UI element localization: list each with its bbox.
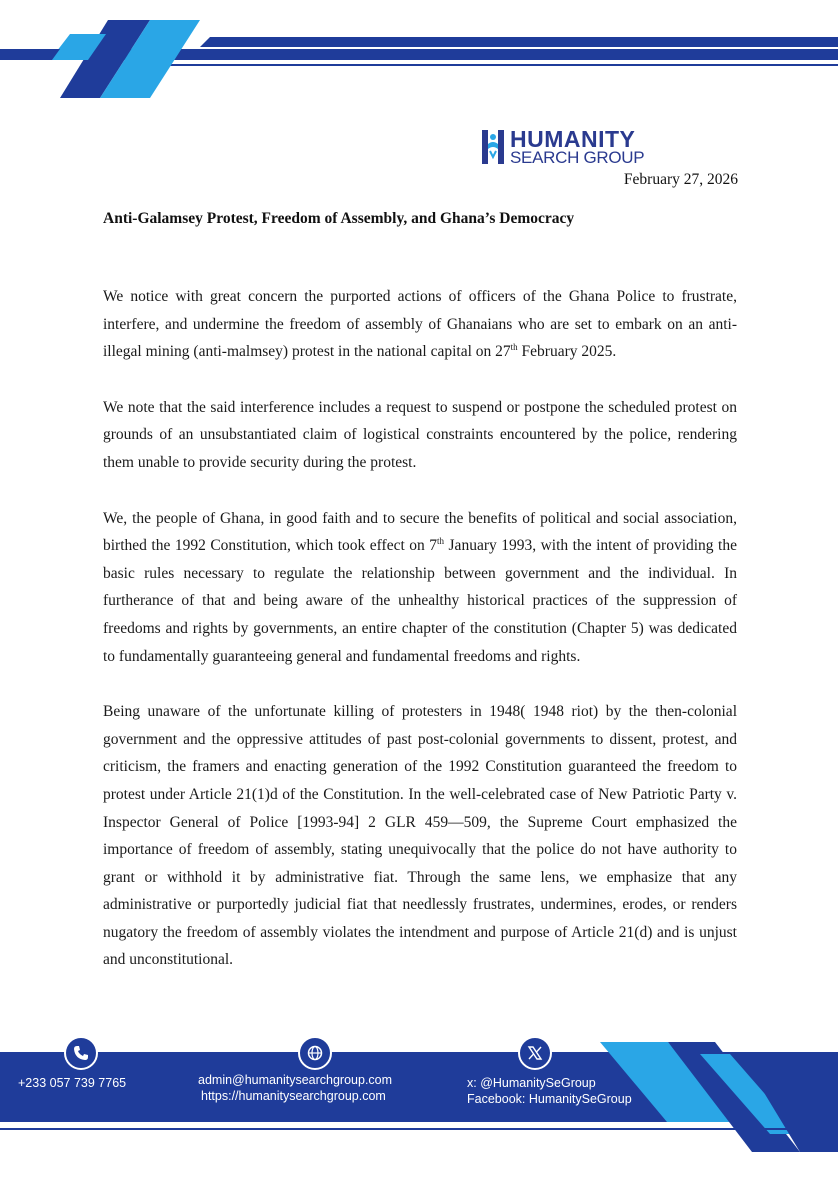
footer-website[interactable]: https://humanitysearchgroup.com (201, 1089, 386, 1103)
footer-facebook[interactable]: Facebook: HumanitySeGroup (467, 1092, 632, 1106)
paragraph-3-text-a: We, the people of Ghana, in good faith and to secure the benefits of political and social association, birthed the 1992 Constitution, which took effect on 7 (103, 509, 737, 555)
humanity-logo-mark-icon (482, 130, 504, 164)
logo-wordmark-line2: SEARCH GROUP (510, 148, 645, 167)
footer (0, 1034, 838, 1200)
letter-date: February 27, 2026 (623, 171, 738, 188)
paragraph-1-superscript: th (510, 342, 518, 353)
letter-body (103, 283, 737, 1002)
phone-icon[interactable] (64, 1036, 98, 1070)
footer-art (0, 1034, 838, 1200)
footer-bottom-stripe (0, 1128, 838, 1130)
footer-x-handle[interactable]: x: @HumanitySeGroup (467, 1076, 596, 1090)
header-banner (0, 0, 838, 110)
paragraph-1 (103, 283, 737, 366)
x-icon[interactable] (518, 1036, 552, 1070)
footer-phone[interactable]: +233 057 739 7765 (18, 1076, 127, 1090)
letter-title: Anti-Galamsey Protest, Freedom of Assembly, and Ghana’s Democracy (103, 210, 575, 227)
paragraph-1-text-a: We notice with great concern the purported actions of officers of the Ghana Police to frustrate, interfere, and undermine the freedom of assembly of Ghanaians who are set to embark on an anti-illegal mining (anti-malmsey) protest in the national capital on 27 (103, 288, 737, 361)
paragraph-4: Being unaware of the unfortunate killing of protesters in 1948( 1948 riot) by the then-colonial government and the oppressive attitudes of past post-colonial governments to dissent, protest, and criticism, the framers and enacting generation of the 1992 Constitution guaranteed the freedom to protest under Article 21(1)d of the Constitution. In the well-celebrated case of New Patriotic Party v. Inspector General of Police [1993-94] 2 GLR 459—509, the Supreme Court emphasized the importance of freedom of assembly, stating unequivocally that the police do not have authority to grant or withhold it by administrative fiat. Through the same lens, we emphasize that any administrative or purportedly judicial fiat that needlessly frustrates, undermines, erodes, or renders nugatory the freedom of assembly violates the intendment and purpose of Article 21(d) and is unjust and unconstitutional. (103, 703, 737, 969)
paragraph-3-text-b: January 1993, with the intent of providing the basic rules necessary to regulate the relationship between government and the individual. In furtherance of that and being aware of the unhealthy historical practices of the suppression of freedoms and rights by governments, an entire chapter of the constitution (Chapter 5) was dedicated to fundamentally guaranteeing general and fundamental freedoms and rights. (103, 537, 737, 665)
header-stripe-thin (148, 64, 838, 66)
paragraph-1-text-b: February 2025. (517, 343, 617, 361)
header-corner-dark (0, 49, 60, 60)
paragraph-2: We note that the said interference includes a request to suspend or postpone the scheduled protest on grounds of an unsubstantiated claim of logistical constraints encountered by the police, rendering them unable to provide security during the protest. (103, 398, 737, 471)
paragraph-3-superscript: th (437, 536, 445, 547)
paragraph-3 (103, 505, 737, 671)
logo-wordmark-line1: HUMANITY (510, 126, 636, 152)
footer-email[interactable]: admin@humanitysearchgroup.com (198, 1073, 393, 1087)
header-stripe-upper-dark (200, 37, 838, 47)
company-logo (482, 128, 652, 168)
globe-icon[interactable] (298, 1036, 332, 1070)
